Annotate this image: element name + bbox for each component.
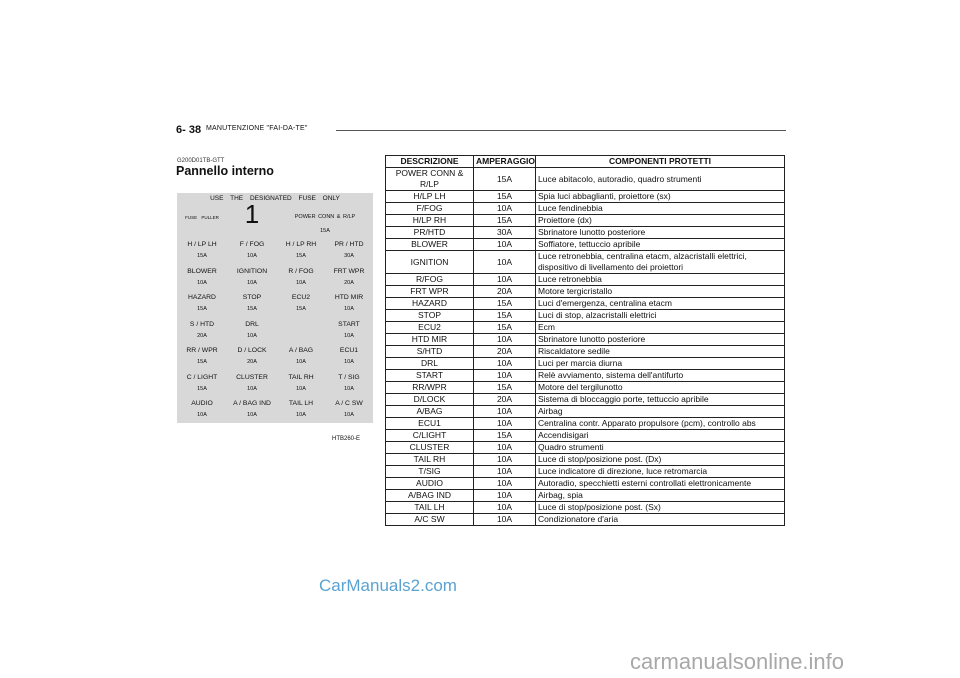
cell-components: Spia luci abbaglianti, proiettore (sx) [536, 191, 785, 203]
cell-description: A/BAG IND [386, 490, 474, 502]
fuse-slot-name: C / LIGHT [186, 373, 218, 381]
fuse-slot-name: TAIL RH [288, 373, 314, 381]
cell-description: RR/WPR [386, 382, 474, 394]
watermark-carmanualsonline: carmanualsonline.info [630, 649, 845, 674]
cell-description: S/HTD [386, 346, 474, 358]
table-row [386, 466, 785, 478]
table-row [386, 370, 785, 382]
page-title: Pannello interno [176, 164, 274, 178]
cell-amperage: 20A [474, 286, 536, 298]
fuse-slot-name: R / FOG [288, 267, 314, 275]
fuse-slot-name: BLOWER [187, 267, 217, 275]
fuse-slot-name: CLUSTER [236, 373, 268, 381]
cell-amperage: 10A [474, 406, 536, 418]
cell-components: Accendisigari [536, 430, 785, 442]
cell-amperage: 10A [474, 358, 536, 370]
table-row [386, 215, 785, 227]
fuse-slot-name: T / SIG [338, 373, 360, 381]
cell-components: Luci per marcia diurna [536, 358, 785, 370]
power-conn-amp: 15A [320, 228, 330, 234]
fuse-slot-name: F / FOG [239, 241, 265, 248]
cell-components: Airbag [536, 406, 785, 418]
fuse-slot-amp: 10A [197, 279, 207, 286]
watermark-carmanuals2: CarManuals2.com [319, 576, 457, 595]
fuse-slot-amp: 15A [247, 306, 257, 312]
cell-components: Luce fendinebbia [536, 203, 785, 215]
fuse-slot-amp: 10A [197, 412, 207, 418]
table-row [386, 334, 785, 346]
fuse-slot-amp: 10A [247, 385, 257, 392]
fuse-slot-amp: 20A [197, 332, 207, 339]
fuse-slot-name: FRT WPR [333, 267, 365, 275]
cell-components: Ecm [536, 322, 785, 334]
cell-description: IGNITION [386, 251, 474, 274]
fuse-slot-amp: 15A [296, 253, 306, 259]
cell-amperage: 15A [474, 310, 536, 322]
fuse-slot-name: START [338, 320, 360, 328]
fuse-slot-name: STOP [242, 294, 262, 301]
fuse-table [385, 155, 785, 526]
cell-description: T/SIG [386, 466, 474, 478]
fuse-slot-name: A / C SW [335, 400, 363, 407]
cell-amperage: 20A [474, 394, 536, 406]
cell-amperage: 15A [474, 382, 536, 394]
fuse-slot-name: ECU1 [339, 347, 359, 354]
fuse-slot-name: H / LP LH [187, 241, 217, 248]
table-row [386, 298, 785, 310]
fuse-slot-amp: 10A [247, 279, 257, 286]
section-title: MANUTENZIONE "FAI-DA-TE" [206, 125, 308, 132]
fuse-panel-header: USE THE DESIGNATED FUSE ONLY [210, 195, 340, 202]
cell-description: ECU2 [386, 322, 474, 334]
fuse-slot-amp: 10A [344, 412, 354, 418]
cell-components: Condizionatore d'aria [536, 514, 785, 526]
table-row [386, 346, 785, 358]
cell-description: FRT WPR [386, 286, 474, 298]
doc-code: G200D01TB-GTT [177, 158, 225, 164]
table-row [386, 502, 785, 514]
fuse-slot-amp: 15A [197, 253, 207, 259]
table-row [386, 394, 785, 406]
fuse-slot-name: D / LOCK [237, 347, 267, 354]
column-header-amperage: AMPERAGGIO [474, 156, 536, 168]
cell-components: Sbrinatore lunotto posteriore [536, 227, 785, 239]
cell-components: Autoradio, specchietti esterni controllati elettronicamente [536, 478, 785, 490]
fuse-slot-amp: 10A [247, 253, 257, 259]
fuse-panel-number: 1 [244, 199, 260, 229]
cell-description: A/C SW [386, 514, 474, 526]
cell-components: Luce indicatore di direzione, luce retromarcia [536, 466, 785, 478]
cell-components: Motore tergicristallo [536, 286, 785, 298]
table-row [386, 418, 785, 430]
table-row [386, 251, 785, 274]
cell-components: Sbrinatore lunotto posteriore [536, 334, 785, 346]
cell-components: Motore del tergilunotto [536, 382, 785, 394]
cell-amperage: 15A [474, 168, 536, 191]
fuse-slot-amp: 10A [344, 306, 354, 312]
cell-description: TAIL LH [386, 502, 474, 514]
table-row [386, 227, 785, 239]
cell-amperage: 15A [474, 215, 536, 227]
cell-amperage: 10A [474, 514, 536, 526]
fuse-slot-amp: 15A [197, 359, 207, 365]
cell-amperage: 10A [474, 418, 536, 430]
fuse-slot-amp: 10A [296, 359, 306, 365]
fuse-slot-amp: 10A [296, 412, 306, 418]
table-row [386, 514, 785, 526]
cell-description: A/BAG [386, 406, 474, 418]
table-row [386, 286, 785, 298]
cell-description: POWER CONN & R/LP [386, 168, 474, 191]
cell-amperage: 10A [474, 239, 536, 251]
table-row [386, 239, 785, 251]
fuse-slot-amp: 30A [344, 253, 354, 259]
cell-components: Relè avviamento, sistema dell'antifurto [536, 370, 785, 382]
cell-amperage: 10A [474, 454, 536, 466]
cell-components: Proiettore (dx) [536, 215, 785, 227]
cell-components: Luce abitacolo, autoradio, quadro strumenti [536, 168, 785, 191]
page-header [176, 124, 786, 138]
cell-description: HAZARD [386, 298, 474, 310]
fuse-slot-amp: 10A [344, 332, 354, 339]
cell-components: Riscaldatore sedile [536, 346, 785, 358]
fuse-slot-amp: 10A [296, 385, 306, 392]
fuse-slot-amp: 10A [344, 385, 354, 392]
cell-components: Luce retronebbia [536, 274, 785, 286]
cell-amperage: 10A [474, 490, 536, 502]
fuse-slot-name: PR / HTD [334, 241, 364, 248]
cell-description: START [386, 370, 474, 382]
cell-description: CLUSTER [386, 442, 474, 454]
table-row [386, 478, 785, 490]
cell-description: C/LIGHT [386, 430, 474, 442]
fuse-slot-name: A / BAG IND [233, 400, 271, 407]
cell-description: ECU1 [386, 418, 474, 430]
cell-components: Luci di stop, alzacristalli elettrici [536, 310, 785, 322]
table-row [386, 406, 785, 418]
column-header-description: DESCRIZIONE [386, 156, 474, 168]
cell-description: AUDIO [386, 478, 474, 490]
column-header-components: COMPONENTI PROTETTI [536, 156, 785, 168]
fuse-slot-name: H / LP RH [285, 241, 317, 248]
cell-amperage: 10A [474, 466, 536, 478]
table-row [386, 358, 785, 370]
cell-components: Soffiatore, tettuccio apribile [536, 239, 785, 251]
cell-components: Quadro strumenti [536, 442, 785, 454]
fuse-slot-amp: 20A [247, 359, 257, 365]
fuse-slot-name: HAZARD [188, 294, 216, 301]
cell-amperage: 15A [474, 322, 536, 334]
fuse-slot-name: IGNITION [236, 267, 268, 275]
cell-description: STOP [386, 310, 474, 322]
cell-amperage: 10A [474, 442, 536, 454]
table-row [386, 168, 785, 191]
cell-amperage: 10A [474, 370, 536, 382]
cell-description: R/FOG [386, 274, 474, 286]
fuse-slot-amp: 10A [247, 412, 257, 418]
cell-description: F/FOG [386, 203, 474, 215]
cell-description: DRL [386, 358, 474, 370]
fuse-puller-label: FUSE PULLER [185, 215, 219, 220]
cell-amperage: 20A [474, 346, 536, 358]
cell-amperage: 10A [474, 334, 536, 346]
fuse-slot-amp: 10A [247, 332, 257, 339]
fuse-slot-amp: 10A [344, 359, 354, 365]
fuse-panel-diagram [177, 193, 373, 423]
fuse-slot-name: DRL [245, 320, 259, 328]
cell-amperage: 10A [474, 203, 536, 215]
table-row [386, 310, 785, 322]
table-row [386, 490, 785, 502]
figure-id: HTB260-E [332, 436, 361, 442]
cell-components: Luce retronebbia, centralina etacm, alzacristalli elettrici, dispositivo di livellamento dei proiettori [536, 251, 785, 274]
fuse-slot-name: RR / WPR [186, 347, 218, 354]
cell-description: HTD MIR [386, 334, 474, 346]
cell-amperage: 10A [474, 478, 536, 490]
table-row [386, 454, 785, 466]
cell-description: PR/HTD [386, 227, 474, 239]
fuse-slot-name: TAIL LH [288, 400, 314, 407]
cell-components: Luce di stop/posizione post. (Dx) [536, 454, 785, 466]
page-number: 6- 38 [176, 124, 202, 136]
cell-amperage: 10A [474, 251, 536, 274]
fuse-slot-amp: 15A [197, 306, 207, 312]
table-row [386, 274, 785, 286]
cell-description: H/LP LH [386, 191, 474, 203]
cell-components: Luci d'emergenza, centralina etacm [536, 298, 785, 310]
table-row [386, 442, 785, 454]
cell-description: H/LP RH [386, 215, 474, 227]
cell-amperage: 30A [474, 227, 536, 239]
header-rule [336, 130, 786, 131]
fuse-slot-name: S / HTD [189, 320, 215, 328]
cell-description: D/LOCK [386, 394, 474, 406]
cell-description: BLOWER [386, 239, 474, 251]
cell-amperage: 15A [474, 191, 536, 203]
cell-amperage: 15A [474, 298, 536, 310]
cell-components: Centralina contr. Apparato propulsore (pcm), controllo abs [536, 418, 785, 430]
fuse-slot-amp: 15A [296, 306, 306, 312]
fuse-slot-amp: 10A [296, 279, 306, 286]
cell-description: TAIL RH [386, 454, 474, 466]
fuse-slot-amp: 15A [197, 385, 207, 392]
fuse-slot-name: ECU2 [291, 294, 311, 301]
table-row [386, 430, 785, 442]
table-row [386, 203, 785, 215]
table-row [386, 382, 785, 394]
cell-components: Luce di stop/posizione post. (Sx) [536, 502, 785, 514]
cell-components: Sistema di bloccaggio porte, tettuccio apribile [536, 394, 785, 406]
cell-amperage: 10A [474, 274, 536, 286]
table-row [386, 322, 785, 334]
cell-amperage: 10A [474, 502, 536, 514]
table-row [386, 191, 785, 203]
fuse-slot-name: AUDIO [191, 400, 213, 407]
fuse-slot-name: A / BAG [288, 347, 314, 354]
table-header-row [386, 156, 785, 168]
cell-components: Airbag, spia [536, 490, 785, 502]
power-conn-label: POWER CONN & R/LP [294, 214, 356, 220]
fuse-slot-name: HTD MIR [334, 294, 364, 301]
fuse-slot-amp: 20A [344, 279, 354, 286]
cell-amperage: 15A [474, 430, 536, 442]
